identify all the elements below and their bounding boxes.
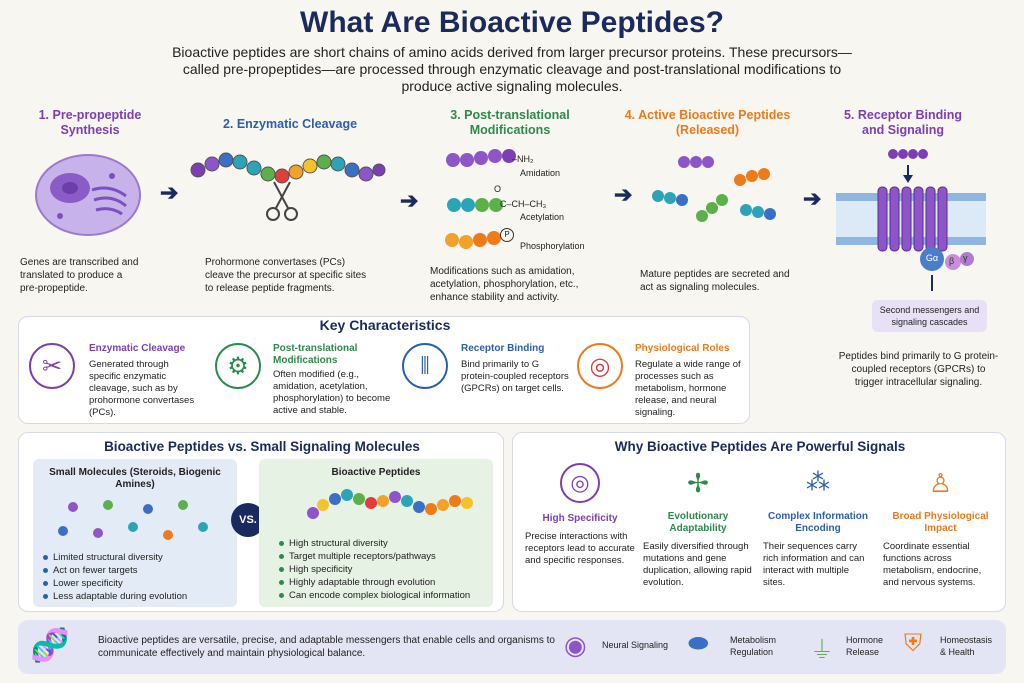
footer-item: Metabolism Regulation — [730, 635, 777, 657]
kc-ptm-text: Often modified (e.g., amidation, acetylation, phosphorylation) to become active and stable. — [273, 369, 391, 416]
gpcr-receptor-illustration — [836, 145, 986, 295]
phosphate-icon: P — [500, 228, 514, 242]
why-head: Complex Information Encoding — [767, 511, 868, 534]
kc-roles-head: Physiological Roles — [635, 343, 730, 354]
list-item: Less adaptable during evolution — [43, 590, 187, 603]
small-molecules-list — [43, 551, 187, 603]
kc-roles-text: Regulate a wide range of processes such as metabolism, hormone release, and neural signaling. — [635, 359, 741, 418]
step-3-title: 3. Post-translational Modifications — [450, 108, 570, 137]
step-5-title: 5. Receptor Binding and Signaling — [843, 108, 963, 137]
branch-icon: ✢ — [687, 468, 709, 498]
step-3-desc: Modifications such as amidation, acetylation, phosphorylation, etc., enhance stability and activity. — [430, 266, 579, 303]
list-item: Highly adaptable through evolution — [279, 576, 470, 589]
kc-receptor-text: Bind primarily to G protein-coupled receptors (GPCRs) on target cells. — [461, 359, 569, 394]
released-peptides-illustration — [650, 152, 780, 232]
why-col-impact — [883, 463, 998, 589]
why-col-evolution — [643, 463, 753, 589]
kc-ptm-head: Post-translational Modifications — [273, 343, 358, 366]
why-col-encoding — [763, 463, 873, 589]
pancreas-icon: ⬬ — [688, 630, 709, 657]
acetyl-o-label: O — [494, 184, 502, 194]
network-icon: ⁂ — [806, 469, 830, 496]
brain-icon: ◉ — [564, 630, 587, 660]
arrow-icon: ➔ — [400, 188, 419, 213]
why-head: High Specificity — [542, 513, 618, 524]
step-2-desc: Prohormone convertases (PCs) cleave the precursor at specific sites to release peptide fragments. — [205, 257, 367, 294]
small-molecules-box — [33, 459, 237, 607]
footer-bar — [18, 620, 1006, 674]
small-molecules-title: Small Molecules (Steroids, Biogenic Amines) — [49, 467, 221, 490]
list-item: Limited structural diversity — [43, 551, 187, 564]
step-4-desc: Mature peptides are secreted and act as signaling molecules. — [640, 269, 790, 293]
g-beta-label: β — [949, 256, 955, 266]
footer-item: Homeostasis & Health — [940, 635, 993, 657]
body-icon: ♙ — [928, 468, 953, 498]
kc-receptor-head: Receptor Binding — [461, 343, 545, 354]
step-4-title: 4. Active Bioactive Peptides (Released) — [624, 108, 791, 137]
step-2-title: 2. Enzymatic Cleavage — [222, 117, 358, 131]
amidation-illustration — [443, 148, 523, 170]
vs-badge: VS. — [231, 503, 265, 537]
target-icon: ◎ — [560, 463, 600, 503]
kc-enzymatic-head: Enzymatic Cleavage — [89, 343, 186, 354]
page-title: What Are Bioactive Peptides? — [300, 6, 724, 39]
footer-item: Neural Signaling — [602, 640, 669, 650]
why-head: Evolutionary Adaptability — [667, 511, 729, 534]
why-text: Their sequences carry rich information and can interact with multiple sites. — [763, 541, 865, 588]
dna-icon: 🧬 — [30, 627, 70, 663]
footer-text: Bioactive peptides are versatile, precise, and adaptable messengers that enable cells and organisms to communicate effectively and maintain physiological balance. — [98, 635, 555, 659]
g-alpha-label: Gα — [925, 253, 939, 263]
footer-item: Hormone Release — [846, 635, 884, 657]
arrow-icon: ➔ — [614, 182, 633, 207]
scissors-icon: ✂ — [29, 343, 75, 389]
bioactive-peptides-box — [259, 459, 493, 607]
target-icon: ◎ — [577, 343, 623, 389]
why-panel — [512, 432, 1006, 612]
step-1-desc: Genes are transcribed and translated to produce a pre-propeptide. — [20, 257, 139, 294]
thyroid-icon: ⏚ — [810, 637, 834, 664]
why-title: Why Bioactive Peptides Are Powerful Signals — [614, 439, 906, 454]
why-col-specificity — [525, 463, 635, 567]
step-5-desc: Peptides bind primarily to G protein-coupled receptors (GPCRs) to trigger intracellular signaling. — [838, 351, 999, 388]
page-subtitle: Bioactive peptides are short chains of amino acids derived from larger precursor proteins. These precursors—called pre-propeptides—are processed through enzymatic cleavage and post-translational modifications to produce active signaling molecules. — [172, 44, 852, 94]
list-item: High specificity — [279, 563, 470, 576]
precursor-chain-illustration — [188, 150, 388, 230]
key-characteristics-title: Key Characteristics — [319, 317, 451, 333]
comparison-title: Bioactive Peptides vs. Small Signaling Molecules — [104, 439, 420, 454]
acetyl-group-label: C–CH–CH₃ — [500, 199, 547, 209]
list-item: Target multiple receptors/pathways — [279, 550, 470, 563]
acetylation-illustration — [445, 196, 505, 214]
arrow-icon: ➔ — [803, 186, 822, 211]
phosphorylation-illustration — [443, 228, 503, 252]
peptide-chain-illustration — [305, 485, 485, 525]
gear-icon: ⚙ — [215, 343, 261, 389]
key-characteristics-panel — [18, 316, 750, 424]
amidation-label: Amidation — [520, 168, 561, 178]
list-item: Lower specificity — [43, 577, 187, 590]
g-gamma-label: γ — [963, 253, 968, 263]
phosphorylation-label: Phosphorylation — [520, 241, 585, 251]
second-messenger-box: Second messengers and signaling cascades — [872, 300, 987, 332]
why-text: Coordinate essential functions across metabolism, endocrine, and nervous systems. — [883, 541, 982, 588]
cell-illustration — [30, 150, 150, 240]
bioactive-peptides-title: Bioactive Peptides — [331, 467, 421, 478]
bioactive-peptides-list — [279, 537, 470, 602]
small-molecules-illustration — [53, 497, 223, 547]
why-text: Precise interactions with receptors lead to accurate and specific responses. — [525, 531, 635, 566]
list-item: Can encode complex biological information — [279, 589, 470, 602]
why-text: Easily diversified through mutations and gene duplication, allowing rapid evolution. — [643, 541, 752, 588]
receptor-icon: ⫼ — [402, 343, 448, 389]
why-head: Broad Physiological Impact — [892, 511, 989, 534]
acetylation-label: Acetylation — [520, 212, 565, 222]
shield-icon: ⛨ — [904, 630, 922, 657]
arrow-icon: ➔ — [160, 180, 179, 205]
step-1-title: 1. Pre-propeptide Synthesis — [38, 108, 142, 137]
list-item: High structural diversity — [279, 537, 470, 550]
list-item: Act on fewer targets — [43, 564, 187, 577]
kc-enzymatic-text: Generated through specific enzymatic cleavage, such as by prohormone convertases (PCs). — [89, 359, 195, 418]
comparison-panel — [18, 432, 504, 612]
amidation-group-label: –NH₂ — [512, 154, 534, 164]
